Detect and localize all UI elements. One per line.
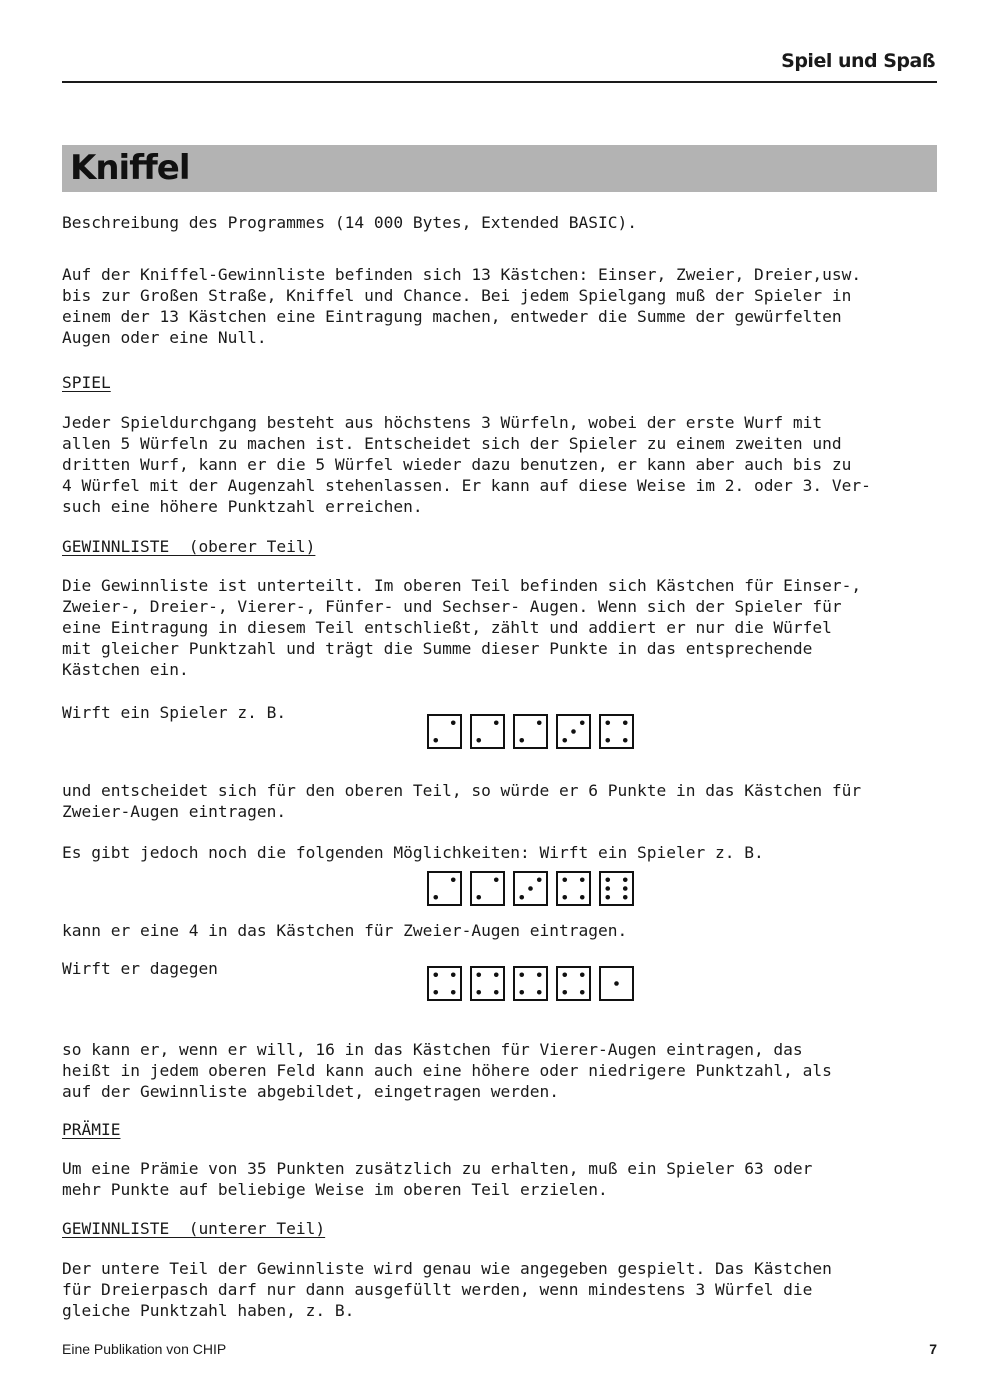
- example3-label: Wirft er dagegen: [62, 959, 218, 978]
- die-pip: [605, 886, 610, 891]
- page-title: Kniffel: [70, 148, 190, 188]
- die-face-2: [427, 714, 462, 749]
- die-pip: [571, 729, 576, 734]
- die-pip: [537, 720, 542, 725]
- die-pip: [528, 886, 533, 891]
- footer-page-number: 7: [929, 1341, 937, 1357]
- die-face-2: [470, 871, 505, 906]
- die-face-6: [599, 871, 634, 906]
- intro-paragraph: Auf der Kniffel-Gewinnliste befinden sich 13 Kästchen: Einser, Zweier, Dreier,usw. bis zur Großen Straße, Kniffel und Chance. Bei jedem Spielgang muß der Spieler in einem der 13 Kästchen eine Eintragung machen, entweder die Summe der gewürfelten Augen oder eine Null.: [62, 265, 862, 347]
- die-pip: [562, 738, 567, 743]
- footer-publication: Eine Publikation von CHIP: [62, 1341, 227, 1357]
- die-face-2: [470, 714, 505, 749]
- die-pip: [580, 990, 585, 995]
- die-pip: [605, 738, 610, 743]
- die-pip: [494, 720, 499, 725]
- example2-result: kann er eine 4 in das Kästchen für Zweier-Augen eintragen.: [62, 921, 628, 940]
- die-pip: [494, 972, 499, 977]
- die-pip: [537, 990, 542, 995]
- die-face-1: [599, 966, 634, 1001]
- die-face-3: [513, 871, 548, 906]
- heading-gewinnliste-unterer: GEWINNLISTE (unterer Teil): [62, 1219, 326, 1238]
- die-pip: [433, 990, 438, 995]
- die-pip: [451, 990, 456, 995]
- die-face-4: [599, 714, 634, 749]
- die-pip: [580, 895, 585, 900]
- die-pip: [580, 972, 585, 977]
- die-pip: [623, 720, 628, 725]
- die-pip: [476, 895, 481, 900]
- die-pip: [605, 877, 610, 882]
- die-pip: [494, 877, 499, 882]
- die-pip: [623, 738, 628, 743]
- die-pip: [433, 895, 438, 900]
- die-pip: [623, 895, 628, 900]
- die-pip: [476, 738, 481, 743]
- section-header: Spiel und Spaß: [781, 50, 935, 72]
- die-face-4: [556, 871, 591, 906]
- die-pip: [519, 972, 524, 977]
- heading-praemie: PRÄMIE: [62, 1120, 121, 1139]
- example1-result: und entscheidet sich für den oberen Teil, so würde er 6 Punkte in das Kästchen für Zweier-Augen eintragen.: [62, 781, 862, 821]
- die-pip: [562, 972, 567, 977]
- program-description: Beschreibung des Programmes (14 000 Bytes, Extended BASIC).: [62, 213, 637, 232]
- die-pip: [537, 877, 542, 882]
- oberer-paragraph: Die Gewinnliste ist unterteilt. Im oberen Teil befinden sich Kästchen für Einser-, Zweier-, Dreier-, Vierer-, Fünfer- und Sechser- Augen. Wenn sich der Spieler für eine Eintragung in diesem Teil entschließt, zählt und addiert er nur die Würfel mit gleicher Punktzahl und trägt die Summe dieser Punkte in das entsprechende Kästchen ein.: [62, 576, 862, 679]
- die-face-2: [427, 871, 462, 906]
- die-pip: [433, 972, 438, 977]
- die-face-4: [470, 966, 505, 1001]
- dice-example-3: [427, 966, 634, 1001]
- die-pip: [580, 877, 585, 882]
- die-face-4: [556, 966, 591, 1001]
- die-face-4: [427, 966, 462, 1001]
- die-pip: [623, 877, 628, 882]
- example3-result: so kann er, wenn er will, 16 in das Kästchen für Vierer-Augen eintragen, das heißt in jedem oberen Feld kann auch eine höhere oder niedrigere Punktzahl, als auf der Gewinnliste abgebildet, eingetragen werden.: [62, 1040, 832, 1101]
- example2-label: Es gibt jedoch noch die folgenden Möglichkeiten: Wirft ein Spieler z. B.: [62, 843, 764, 862]
- die-pip: [562, 895, 567, 900]
- title-band: [62, 145, 937, 192]
- die-pip: [451, 877, 456, 882]
- praemie-paragraph: Um eine Prämie von 35 Punkten zusätzlich zu erhalten, muß ein Spieler 63 oder mehr Punkte auf beliebige Weise im oberen Teil erzielen.: [62, 1159, 813, 1199]
- die-pip: [519, 990, 524, 995]
- heading-spiel: SPIEL: [62, 373, 111, 392]
- die-pip: [562, 877, 567, 882]
- die-pip: [451, 720, 456, 725]
- dice-example-1: [427, 714, 634, 749]
- heading-gewinnliste-oberer: GEWINNLISTE (oberer Teil): [62, 537, 316, 556]
- die-pip: [623, 886, 628, 891]
- header-rule: [62, 81, 937, 83]
- die-pip: [519, 738, 524, 743]
- die-pip: [605, 720, 610, 725]
- die-pip: [562, 990, 567, 995]
- die-pip: [614, 981, 619, 986]
- die-pip: [605, 895, 610, 900]
- die-face-4: [513, 966, 548, 1001]
- die-pip: [476, 990, 481, 995]
- die-pip: [519, 895, 524, 900]
- die-pip: [580, 720, 585, 725]
- dice-example-2: [427, 871, 634, 906]
- die-pip: [537, 972, 542, 977]
- example1-label: Wirft ein Spieler z. B.: [62, 703, 287, 722]
- die-pip: [476, 972, 481, 977]
- die-pip: [451, 972, 456, 977]
- die-face-3: [556, 714, 591, 749]
- unterer-paragraph: Der untere Teil der Gewinnliste wird genau wie angegeben gespielt. Das Kästchen für Dreierpasch darf nur dann ausgefüllt werden, wenn mindestens 3 Würfel die gleiche Punktzahl haben, z. B.: [62, 1259, 832, 1320]
- die-face-2: [513, 714, 548, 749]
- spiel-paragraph: Jeder Spieldurchgang besteht aus höchstens 3 Würfeln, wobei der erste Wurf mit allen 5 Würfeln zu machen ist. Entscheidet sich der Spieler zu einem zweiten und dritten Wurf, kann er die 5 Würfel wieder dazu benutzen, er kann aber auch bis zu 4 Würfel mit der Augenzahl stehenlassen. Er kann auf diese Weise im 2. oder 3. Ver- such eine höhere Punktzahl erreichen.: [62, 413, 871, 516]
- die-pip: [433, 738, 438, 743]
- die-pip: [494, 990, 499, 995]
